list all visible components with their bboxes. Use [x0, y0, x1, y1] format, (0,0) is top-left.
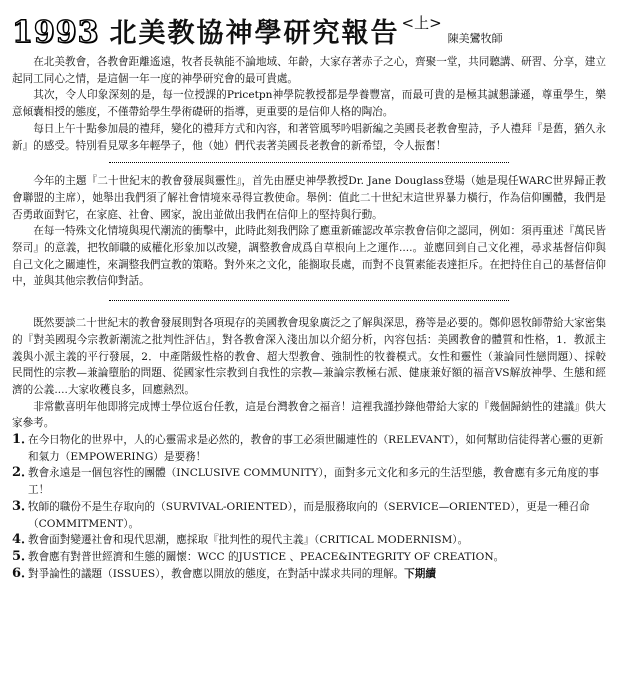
section-analysis: [12, 315, 606, 432]
list-item: 1． 在今日物化的世界中，人的心靈需求是必然的，教會的事工必須世關連性的（RELEVANT），如何幫助信徒得著心靈的更新和氣力（EMPOWERING）是要務！: [12, 432, 604, 463]
paragraph: 今年的主題『二十世紀末的教會發展與靈性』，首先由歷史神學教授Dr. Jane Douglass登場（她是現任WARC世界歸正教會聯盟的主席），她舉出我們須了解社會情境來尋得宣教使命。舉例：值此二十世紀末這世界暴力橫行，作為信仰團體，我們是否勇敢面對它，在家庭、社會、國家，說出並做出我們在信仰上的堅持與行動。: [12, 175, 606, 221]
list-item: 4． 教會面對變遷社會和現代思潮，應採取『批判性的現代主義』（CRITICAL MODERNISM）。: [12, 532, 469, 548]
list-item: 3． 牧師的職份不是生存取向的（SURVIVAL-ORIENTED），而是服務取向的（SERVICE—ORIENTED），更是一種召命（COMMITMENT）。: [12, 498, 590, 530]
paragraph: 既然要談二十世紀末的教會發展則對各項現存的美國教會現象廣泛之了解與深思，務等是必要的。鄭仰恩牧師帶給大家密集的『對美國現今宗教新潮流之批判性評估』，對各教會深入淺出加以介紹分析，內容包括：美國教會的體質和性格，1．教派主義與小派主義的平行發展，2．中產階級性格的教會、超大型教會、強制性的牧養模式。女性和靈性（兼論同性戀問題）、採較民間性的宗教—兼論墮胎的問題、從國家性宗教到自我性的宗教—兼論宗教極右派、健康兼好額的福音VS解放神學、生態和經濟的公義....大家收穫良多，回應熱烈。: [12, 317, 606, 396]
year-label: 1993: [12, 15, 100, 50]
dotted-divider: [109, 300, 509, 301]
continued-label: 下期續: [404, 567, 436, 580]
paragraph: 在每一特殊文化情境與現代潮流的衝擊中，此時此刻我們除了應重新確認改革宗教會信仰之認同，例如：須再重述『萬民皆祭司』的意義，把牧師職的威權化形象加以改變，調整教會成爲自草根向上之運作....。並應回到自己文化裡，尋求基督信仰與自己文化之關連性，來調整我們宣教的策略。對外來之文化，能搁取長處，而對不良質素能表達拒斥。在把持住自己的基督信仰中，並與其他宗教信仰對話。: [12, 225, 606, 288]
header: [12, 0, 606, 50]
section-theme: [12, 173, 606, 290]
paragraph: 在北美教會，各教會距離遙遠，牧者長執能不論地域、年齡，大家存著赤子之心，齊聚一堂，共同聽講、研習、分享，建立起同工同心之情，是這個一年一度的神學研究會的最可貴處。: [12, 56, 606, 85]
paragraph: 每日上午十點參加晨的禮拜，變化的禮拜方式和內容，和著管風琴吟唱新編之美國長老教會聖詩，予人禮拜『是舊，猶久永新』的感受。特別看見眾多年輕學子，他（她）們代表著美國長老教會的新希望，令人振奮！: [12, 122, 606, 152]
dotted-divider: [109, 162, 509, 163]
list-item: 2． 教會永遠是一個包容性的團體（INCLUSIVE COMMUNITY），面對多元文化和多元的生活型態，教會應有多元角度的事工！: [12, 465, 600, 497]
paragraph: 非常歡喜明年他即將完成博士學位返台任教，這是台灣教會之福音！這裡我謹抄錄他帶給大家的『幾個歸納性的建議』供大家參考。: [12, 400, 606, 430]
suggestion-list: [12, 432, 606, 582]
list-item: 5． 教會應有對普世經濟和生態的關懷：WCC 的JUSTICE 、PEACE&INTEGRITY OF CREATION。: [12, 548, 505, 564]
author-label: 陳美鸞牧師: [447, 32, 503, 45]
paragraph: 其次，令人印象深刻的是，每一位授課的Pricetpn神學院教授都是學養豐富，而最可貴的是極其誠懇謙遜，尊重學生，樂意傾囊相授的態度，不僅帶給學生學術礎研的指導，更重要的是信仰人格的陶冶。: [12, 89, 606, 119]
list-item: 6． 對爭論性的議題（ISSUES），教會應以開放的態度，在對話中謀求共同的理解。下期續: [12, 565, 436, 581]
list-item-text: 對爭論性的議題（ISSUES），教會應以開放的態度，在對話中謀求共同的理解。: [28, 567, 405, 580]
page-title: 北美教協神學研究報告: [109, 18, 400, 49]
section-intro: [12, 54, 606, 154]
part-label: <上>: [401, 14, 442, 32]
